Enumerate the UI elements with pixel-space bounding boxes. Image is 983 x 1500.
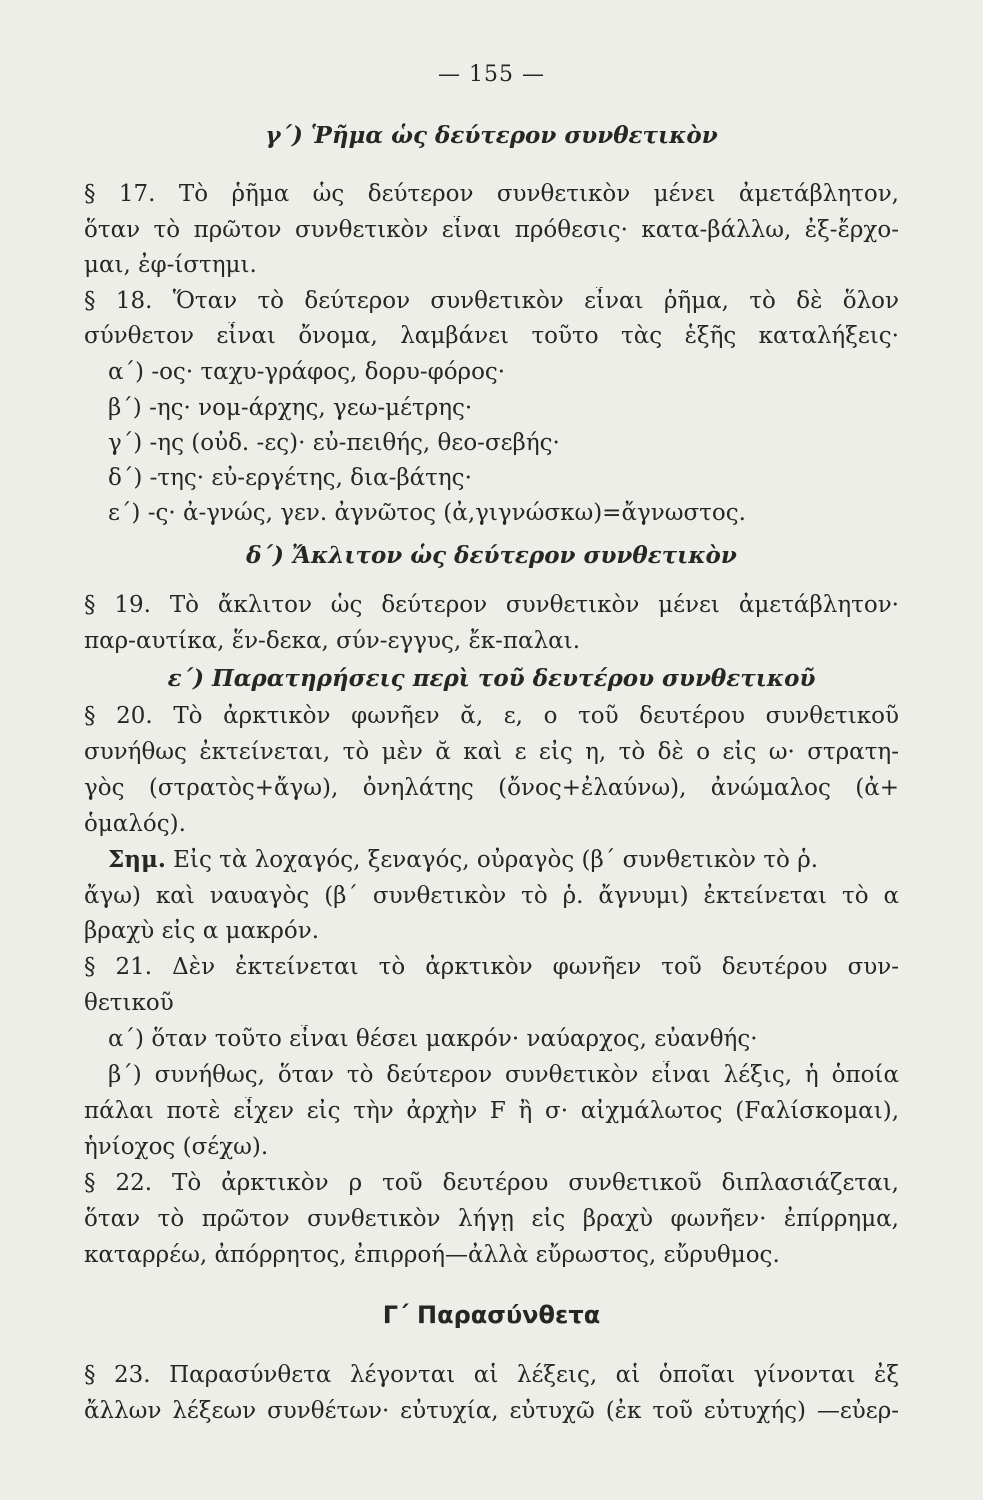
section-heading-d: δ΄) Ἄκλιτον ὡς δεύτερον συνθετικὸν [246,542,737,569]
paragraph-22-line-2: ὅταν τὸ πρῶτον συνθετικὸν λήγῃ εἰς βραχὺ φωνῆεν· ἐπίρρημα, [84,1206,899,1232]
paragraph-20-line-3: γὸς (στρατὸς+ἄγω), ὀνηλάτης (ὄνος+ἐλαύνω), ἀνώμαλος (ἀ+ [84,775,899,801]
paragraph-20-line-4: ὁμαλός). [84,811,186,837]
paragraph-20-line-1: § 20. Τὸ ἀρκτικὸν φωνῆεν ᾰ, ε, ο τοῦ δευτέρου συνθετικοῦ [84,703,899,729]
paragraph-19-line-2: παρ-αυτίκα, ἕν-δεκα, σύν-εγγυς, ἔκ-παλαι. [84,628,581,654]
list-item: γ΄) -ης (οὐδ. -ες)· εὐ-πειθής, θεο-σεβής· [108,430,560,456]
paragraph-17-line-3: μαι, ἐφ-ίστημι. [84,252,257,278]
paragraph-21-line-2: θετικοῦ [84,990,174,1016]
list-item: ε΄) -ς· ἀ-γνώς, γεν. ἀγνῶτος (ἀ,γιγνώσκω)=ἄγνωστος. [108,500,746,526]
paragraph-17-line-1: § 17. Τὸ ῥῆμα ὡς δεύτερον συνθετικὸν μένει ἀμετάβλητον, [84,181,899,207]
paragraph-18-line-2: σύνθετον εἶναι ὄνομα, λαμβάνει τοῦτο τὰς ἑξῆς καταλήξεις· [84,323,899,349]
paragraph-18-line-1: § 18. Ὅταν τὸ δεύτερον συνθετικὸν εἶναι ῥῆμα, τὸ δὲ ὅλον [84,288,899,314]
list-item: β΄) -ης· νομ-άρχης, γεω-μέτρης· [108,395,473,421]
paragraph-23-line-1: § 23. Παρασύνθετα λέγονται αἱ λέξεις, αἱ ὁποῖαι γίνονται ἐξ [84,1362,899,1388]
paragraph-23-line-2: ἄλλων λέξεων συνθέτων· εὐτυχία, εὐτυχῶ (ἐκ τοῦ εὐτυχής) —εὐερ- [84,1398,899,1424]
list-item: α΄) ὅταν τοῦτο εἶναι θέσει μακρόν· ναύαρχος, εὐανθής· [108,1026,758,1052]
paragraph-17-line-2: ὅταν τὸ πρῶτον συνθετικὸν εἶναι πρόθεσις· κατα-βάλλω, ἐξ-ἔρχο- [84,217,899,243]
paragraph-21-line-3: πάλαι ποτὲ εἶχεν εἰς τὴν ἀρχὴν F ἢ σ· αἰχμάλωτος (Fαλίσκομαι), [84,1098,899,1124]
list-item: β΄) συνήθως, ὅταν τὸ δεύτερον συνθετικὸν εἶναι λέξις, ἡ ὁποία [108,1062,899,1088]
paragraph-21-line-4: ἡνίοχος (σέχω). [84,1134,269,1160]
note-line-1 [108,846,899,874]
list-item: α΄) -ος· ταχυ-γράφος, δορυ-φόρος· [108,359,506,385]
section-heading-G: Γ΄ Παρασύνθετα [382,1301,601,1329]
section-heading-c: γ΄) Ῥῆμα ὡς δεύτερον συνθετικὸν [265,122,718,149]
note-line-3: βραχὺ εἰς α μακρόν. [84,918,320,944]
note-text: Εἰς τὰ λοχαγός, ξεναγός, οὐραγὸς (β΄ συνθετικὸν τὸ ῥ. [165,847,819,873]
paragraph-22-line-1: § 22. Τὸ ἀρκτικὸν ρ τοῦ δευτέρου συνθετικοῦ διπλασιάζεται, [84,1170,899,1196]
paragraph-20-line-2: συνήθως ἐκτείνεται, τὸ μὲν ᾰ καὶ ε εἰς η, τὸ δὲ ο εἰς ω· στρατη- [84,739,899,765]
section-heading-e: ε΄) Παρατηρήσεις περὶ τοῦ δευτέρου συνθετικοῦ [167,665,816,692]
paragraph-19-line-1: § 19. Τὸ ἄκλιτον ὡς δεύτερον συνθετικὸν μένει ἀμετάβλητον· [84,592,899,618]
paragraph-22-line-3: καταρρέω, ἀπόρρητος, ἐπιρροή—ἀλλὰ εὔρωστος, εὔρυθμος. [84,1242,780,1268]
list-item: δ΄) -της· εὐ-εργέτης, δια-βάτης· [108,465,472,491]
note-line-2: ἄγω) καὶ ναυαγὸς (β΄ συνθετικὸν τὸ ῥ. ἄγνυμι) ἐκτείνεται τὸ α [84,883,899,909]
note-label: Σημ. [108,846,166,873]
page-number: — 155 — [438,62,545,87]
paragraph-21-line-1: § 21. Δὲν ἐκτείνεται τὸ ἀρκτικὸν φωνῆεν τοῦ δευτέρου συν- [84,954,899,980]
